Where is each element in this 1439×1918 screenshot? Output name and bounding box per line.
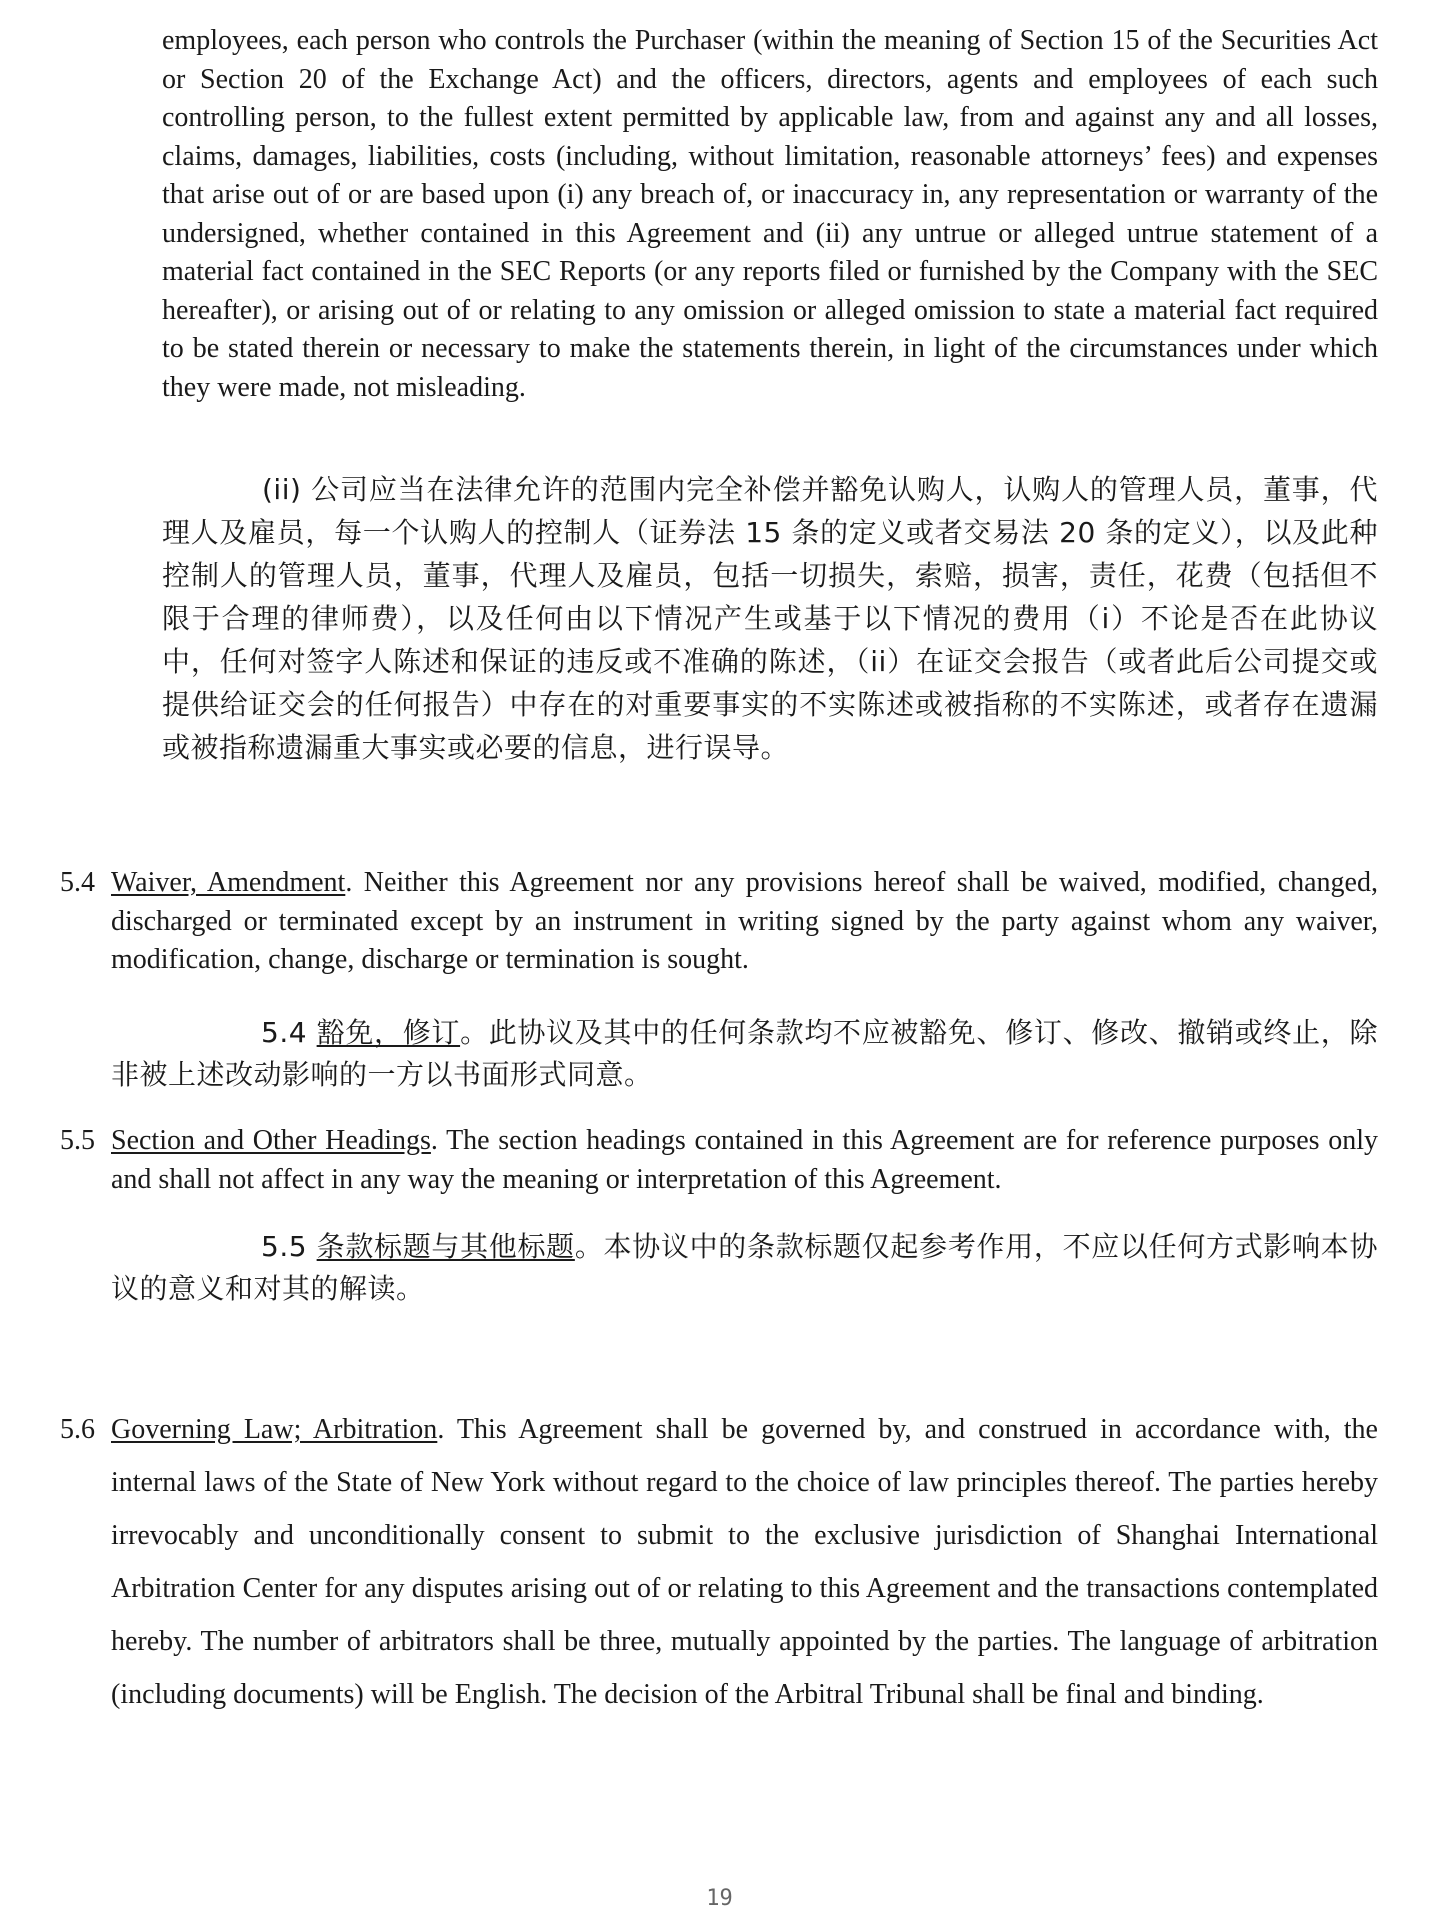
indemnity-paragraph-en: employees, each person who controls the Purchaser (within the meaning of Section 15 of the Securities Act or Section 20 of the Exchange Act) and the officers, directors, agents and employees of each such controlling person, to the fullest extent permitted by applicable law, from and against any and all losses, claims, damages, liabilities, costs (including, without limitation, reasonable attorneys’ fees) and expenses that arise out of or are based upon (i) any breach of, or inaccuracy in, any representation or warranty of the undersigned, whether contained in this Agreement and (ii) any untrue or alleged untrue statement of a material fact contained in the SEC Reports (or any reports filed or furnished by the Company with the SEC hereafter), or arising out of or relating to any omission or alleged omission to state a material fact required to be stated therein or necessary to make the statements therein, in light of the circumstances under which they were made, not misleading. [162, 25, 1378, 403]
section-number: 5.4 [60, 867, 95, 898]
section-5-4-paragraph [111, 864, 1378, 980]
section-5-6-paragraph [111, 1403, 1378, 1721]
section-heading: Governing Law; Arbitration [111, 1414, 438, 1445]
section-5-5-paragraph [111, 1122, 1378, 1199]
section-heading: Waiver, Amendment [111, 867, 346, 898]
section-body-zh: 。此协议及其中的任何条款均不应被豁免、修订、修改、撤销或终止，除非被上述改动影响的一方以书面形式同意。 [111, 1016, 1378, 1091]
section-heading: Section and Other Headings [111, 1125, 431, 1156]
page-number: 19 [706, 1886, 733, 1911]
section-body: . The section headings contained in this Agreement are for reference purposes only and shall not affect in any way the meaning or interpretation of this Agreement. [111, 1125, 1378, 1195]
section-number-zh: 5.5 [261, 1230, 308, 1263]
section-number-zh: 5.4 [261, 1016, 308, 1049]
section-body-zh: 。本协议中的条款标题仅起参考作用，不应以任何方式影响本协议的意义和对其的解读。 [111, 1230, 1378, 1305]
section-body: . This Agreement shall be governed by, and construed in accordance with, the internal laws of the State of New York without regard to the choice of law principles thereof. The parties hereby irrevocably and unconditionally consent to submit to the exclusive jurisdiction of Shanghai International Arbitration Center for any disputes arising out of or relating to this Agreement and the transactions contemplated hereby. The number of arbitrators shall be three, mutually appointed by the parties. The language of arbitration (including documents) will be English. The decision of the Arbitral Tribunal shall be final and binding. [111, 1414, 1378, 1710]
section-heading-zh: 豁免，修订 [316, 1016, 461, 1049]
indemnity-paragraph-zh: (ii) 公司应当在法律允许的范围内完全补偿并豁免认购人，认购人的管理人员，董事，代理人及雇员，每一个认购人的控制人（证券法 15 条的定义或者交易法 20 条的定义），以及此种控制人的管理人员，董事，代理人及雇员，包括一切损失，索赔，损害，责任，花费（包括但不限于合理的律师费），以及任何由以下情况产生或基于以下情况的费用（i）不论是否在此协议中，任何对签字人陈述和保证的违反或不准确的陈述，（ii）在证交会报告（或者此后公司提交或提供给证交会的任何报告）中存在的对重要事实的不实陈述或被指称的不实陈述，或者存在遗漏或被指称遗漏重大事实或必要的信息，进行误导。 [162, 473, 1378, 764]
section-body: . Neither this Agreement nor any provisions hereof shall be waived, modified, changed, discharged or terminated except by an instrument in writing signed by the party against whom any waiver, modification, change, discharge or termination is sought. [111, 867, 1378, 975]
section-number: 5.6 [60, 1414, 95, 1445]
section-number: 5.5 [60, 1125, 95, 1156]
section-5-4-paragraph-zh [111, 1012, 1378, 1096]
section-heading-zh: 条款标题与其他标题 [316, 1230, 575, 1263]
section-5-5-paragraph-zh [111, 1226, 1378, 1310]
